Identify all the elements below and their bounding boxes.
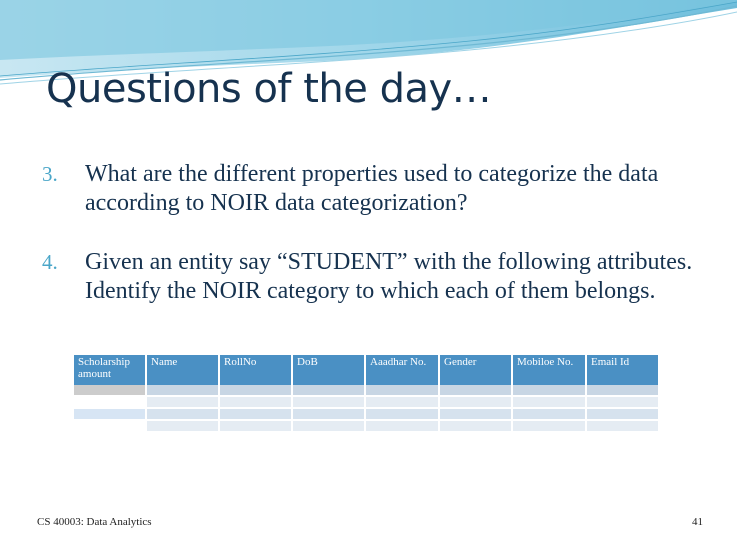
table-cell: [220, 409, 291, 421]
table-cell: [74, 421, 145, 433]
table-header-cell: DoB: [293, 355, 364, 385]
table-cell: [293, 385, 364, 397]
table-cell: [366, 409, 438, 421]
table-cell: [293, 397, 364, 409]
table-cell: [440, 385, 511, 397]
table-row: [74, 397, 658, 409]
page-number: 41: [692, 516, 703, 528]
table-cell: [147, 385, 218, 397]
table-header-cell: RollNo: [220, 355, 291, 385]
table-header-cell: Email Id: [587, 355, 658, 385]
table-cell: [147, 409, 218, 421]
question-text: What are the different properties used to categorize the data according to NOIR data categorization?: [85, 161, 659, 216]
question-number: 3.: [42, 162, 58, 186]
table-cell: [147, 397, 218, 409]
question-text: Given an entity say “STUDENT” with the following attributes. Identify the NOIR category to which each of them belongs.: [85, 249, 693, 304]
table-cell: [440, 397, 511, 409]
table-cell: [293, 421, 364, 433]
table-header-cell: Gender: [440, 355, 511, 385]
table-cell: [440, 421, 511, 433]
table-cell: [147, 421, 218, 433]
table-row: [74, 421, 658, 433]
table-cell: [587, 421, 658, 433]
table-cell: [440, 409, 511, 421]
table-cell: [220, 421, 291, 433]
question-number: 4.: [42, 250, 58, 274]
table-cell: [74, 385, 145, 397]
table-cell: [293, 409, 364, 421]
table-header-row: [74, 355, 658, 385]
table-cell: [513, 409, 585, 421]
table-cell: [220, 397, 291, 409]
table-cell: [74, 397, 145, 409]
table-row: [74, 385, 658, 397]
table-header-cell: Aaadhar No.: [366, 355, 438, 385]
student-attributes-table: [72, 355, 660, 433]
table-cell: [513, 421, 585, 433]
table-cell: [513, 385, 585, 397]
table-cell: [366, 397, 438, 409]
table-header-cell: Mobiloe No.: [513, 355, 585, 385]
slide-title: Questions of the day…: [46, 66, 492, 112]
table-cell: [220, 385, 291, 397]
question-3: [42, 160, 705, 218]
table-header-cell: Name: [147, 355, 218, 385]
table-cell: [366, 421, 438, 433]
table-cell: [74, 409, 145, 421]
table-cell: [587, 397, 658, 409]
table-row: [74, 409, 658, 421]
table-header-cell: Scholarship amount: [74, 355, 145, 385]
table-cell: [366, 385, 438, 397]
question-4: [42, 248, 705, 306]
footer-course-label: CS 40003: Data Analytics: [37, 516, 152, 528]
table-cell: [587, 385, 658, 397]
table-cell: [513, 397, 585, 409]
table-cell: [587, 409, 658, 421]
